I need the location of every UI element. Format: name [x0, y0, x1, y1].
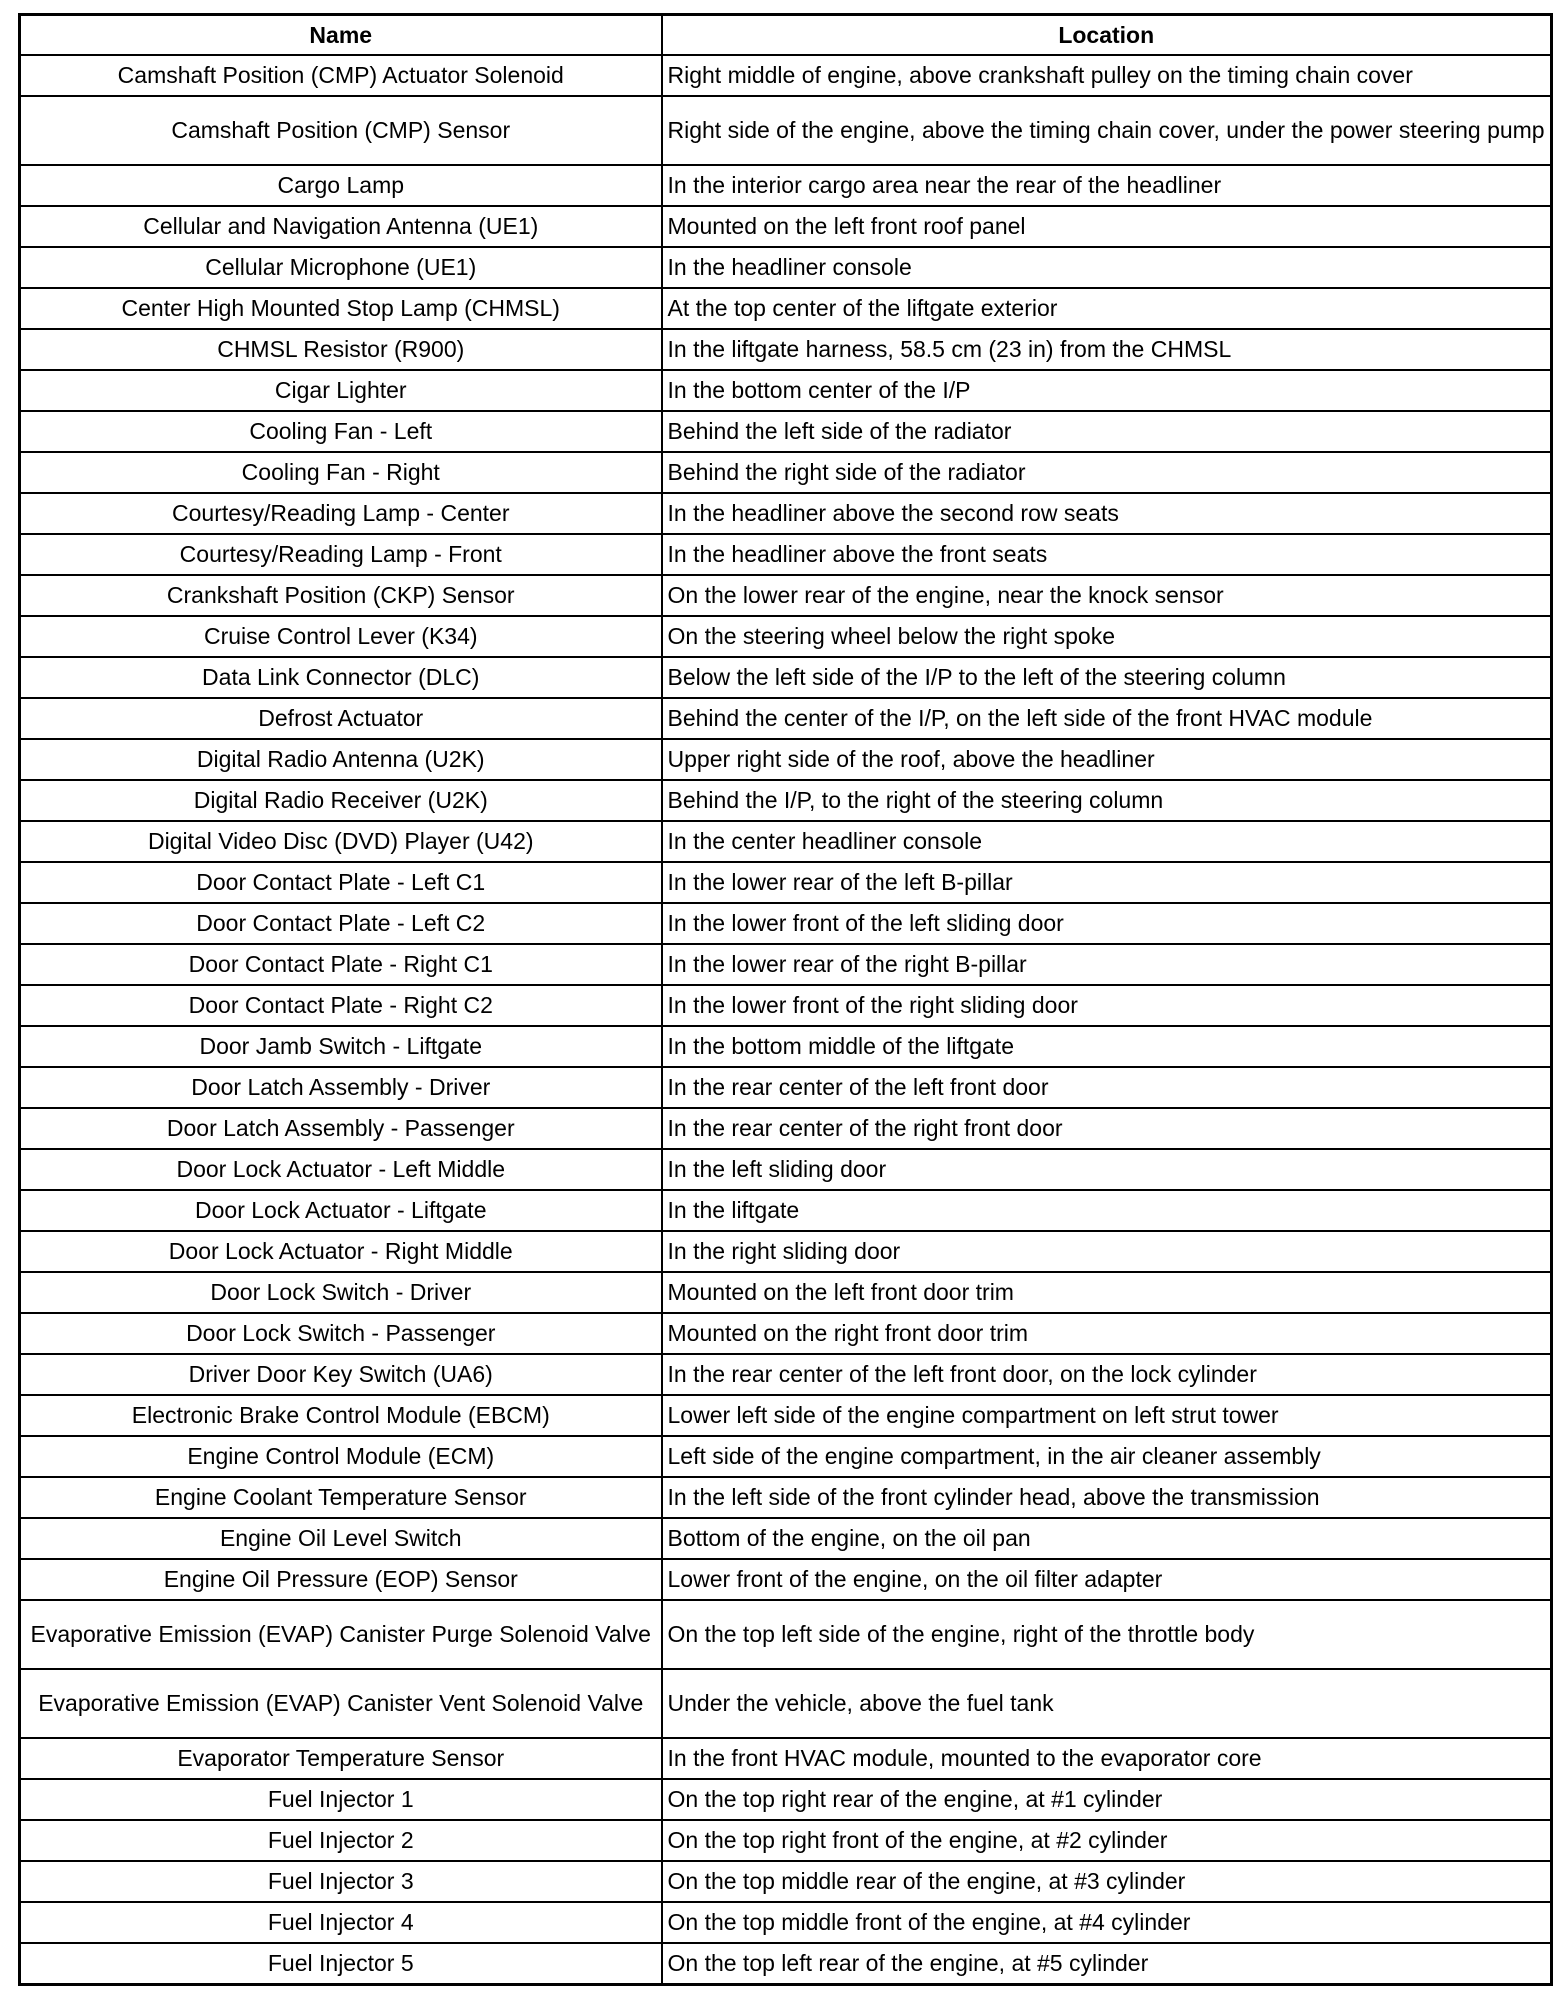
table-row [20, 534, 1552, 575]
component-location-cell: Left side of the engine compartment, in the air cleaner assembly [662, 1436, 1552, 1477]
component-name-cell: Door Latch Assembly - Passenger [20, 1108, 662, 1149]
component-location-cell: Behind the center of the I/P, on the left side of the front HVAC module [662, 698, 1552, 739]
table-row [20, 1600, 1552, 1669]
component-name-cell: Evaporator Temperature Sensor [20, 1738, 662, 1779]
component-location-cell: In the bottom middle of the liftgate [662, 1026, 1552, 1067]
table-row [20, 1190, 1552, 1231]
table-row [20, 1669, 1552, 1738]
component-name-cell: Digital Radio Receiver (U2K) [20, 780, 662, 821]
table-row [20, 96, 1552, 165]
table-row [20, 698, 1552, 739]
component-name-cell: Engine Control Module (ECM) [20, 1436, 662, 1477]
component-location-cell: In the rear center of the left front door [662, 1067, 1552, 1108]
table-row [20, 1738, 1552, 1779]
table-row [20, 616, 1552, 657]
component-name-cell: Cruise Control Lever (K34) [20, 616, 662, 657]
component-name-cell: Cigar Lighter [20, 370, 662, 411]
table-row [20, 1518, 1552, 1559]
component-location-cell: In the rear center of the left front door, on the lock cylinder [662, 1354, 1552, 1395]
table-row [20, 370, 1552, 411]
table-row [20, 452, 1552, 493]
component-location-cell: On the top middle front of the engine, at #4 cylinder [662, 1902, 1552, 1943]
component-location-cell: Under the vehicle, above the fuel tank [662, 1669, 1552, 1738]
table-row [20, 821, 1552, 862]
table-row [20, 1820, 1552, 1861]
component-location-cell: Mounted on the right front door trim [662, 1313, 1552, 1354]
component-name-cell: Fuel Injector 1 [20, 1779, 662, 1820]
component-name-cell: Cooling Fan - Left [20, 411, 662, 452]
component-location-cell: Lower left side of the engine compartment on left strut tower [662, 1395, 1552, 1436]
component-location-cell: Lower front of the engine, on the oil filter adapter [662, 1559, 1552, 1600]
component-location-cell: On the top right rear of the engine, at #1 cylinder [662, 1779, 1552, 1820]
table-row [20, 165, 1552, 206]
component-name-cell: Engine Coolant Temperature Sensor [20, 1477, 662, 1518]
component-location-cell: In the liftgate harness, 58.5 cm (23 in) from the CHMSL [662, 329, 1552, 370]
component-location-cell: In the lower rear of the left B-pillar [662, 862, 1552, 903]
component-name-cell: Door Contact Plate - Left C2 [20, 903, 662, 944]
table-row [20, 1943, 1552, 1985]
table-row [20, 1149, 1552, 1190]
table-row [20, 1354, 1552, 1395]
header-row [20, 15, 1552, 56]
component-name-cell: Door Contact Plate - Right C2 [20, 985, 662, 1026]
component-name-cell: Courtesy/Reading Lamp - Front [20, 534, 662, 575]
component-name-cell: Crankshaft Position (CKP) Sensor [20, 575, 662, 616]
table-row [20, 493, 1552, 534]
table-row [20, 575, 1552, 616]
component-name-cell: Door Lock Switch - Driver [20, 1272, 662, 1313]
table-row [20, 1559, 1552, 1600]
component-location-cell: In the headliner above the front seats [662, 534, 1552, 575]
component-name-cell: Engine Oil Level Switch [20, 1518, 662, 1559]
component-name-cell: Cooling Fan - Right [20, 452, 662, 493]
component-location-cell: Upper right side of the roof, above the headliner [662, 739, 1552, 780]
component-location-cell: In the left side of the front cylinder head, above the transmission [662, 1477, 1552, 1518]
table-row [20, 1313, 1552, 1354]
component-name-cell: Door Lock Actuator - Left Middle [20, 1149, 662, 1190]
component-location-cell: In the bottom center of the I/P [662, 370, 1552, 411]
component-location-cell: Mounted on the left front roof panel [662, 206, 1552, 247]
table-row [20, 206, 1552, 247]
column-header-location: Location [662, 15, 1552, 56]
component-location-cell: In the right sliding door [662, 1231, 1552, 1272]
component-name-cell: Courtesy/Reading Lamp - Center [20, 493, 662, 534]
component-name-cell: Electronic Brake Control Module (EBCM) [20, 1395, 662, 1436]
table-row [20, 1477, 1552, 1518]
component-location-cell: On the top left side of the engine, right of the throttle body [662, 1600, 1552, 1669]
component-name-cell: Fuel Injector 3 [20, 1861, 662, 1902]
component-name-cell: Door Lock Actuator - Liftgate [20, 1190, 662, 1231]
component-name-cell: Door Contact Plate - Left C1 [20, 862, 662, 903]
table-row [20, 739, 1552, 780]
table-body [20, 55, 1552, 1985]
component-name-cell: Cellular Microphone (UE1) [20, 247, 662, 288]
table-row [20, 1436, 1552, 1477]
table-row [20, 944, 1552, 985]
component-name-cell: Evaporative Emission (EVAP) Canister Purge Solenoid Valve [20, 1600, 662, 1669]
component-location-cell: In the front HVAC module, mounted to the evaporator core [662, 1738, 1552, 1779]
component-name-cell: Door Latch Assembly - Driver [20, 1067, 662, 1108]
table-row [20, 288, 1552, 329]
component-name-cell: Door Lock Actuator - Right Middle [20, 1231, 662, 1272]
table-row [20, 862, 1552, 903]
table-row [20, 411, 1552, 452]
table-row [20, 55, 1552, 96]
component-location-cell: Below the left side of the I/P to the left of the steering column [662, 657, 1552, 698]
component-location-cell: Mounted on the left front door trim [662, 1272, 1552, 1313]
component-name-cell: Evaporative Emission (EVAP) Canister Vent Solenoid Valve [20, 1669, 662, 1738]
table-row [20, 1779, 1552, 1820]
component-name-cell: Driver Door Key Switch (UA6) [20, 1354, 662, 1395]
component-location-cell: In the headliner console [662, 247, 1552, 288]
column-header-name: Name [20, 15, 662, 56]
component-location-cell: In the lower rear of the right B-pillar [662, 944, 1552, 985]
table-row [20, 1108, 1552, 1149]
component-location-cell: In the interior cargo area near the rear of the headliner [662, 165, 1552, 206]
component-name-cell: Cargo Lamp [20, 165, 662, 206]
component-location-cell: On the top left rear of the engine, at #5 cylinder [662, 1943, 1552, 1985]
component-name-cell: Fuel Injector 4 [20, 1902, 662, 1943]
table-row [20, 1861, 1552, 1902]
component-name-cell: Fuel Injector 5 [20, 1943, 662, 1985]
component-location-cell: At the top center of the liftgate exterior [662, 288, 1552, 329]
component-location-cell: On the steering wheel below the right spoke [662, 616, 1552, 657]
component-location-cell: On the top middle rear of the engine, at #3 cylinder [662, 1861, 1552, 1902]
table-row [20, 780, 1552, 821]
component-location-cell: Behind the I/P, to the right of the steering column [662, 780, 1552, 821]
component-name-cell: Fuel Injector 2 [20, 1820, 662, 1861]
component-name-cell: Digital Video Disc (DVD) Player (U42) [20, 821, 662, 862]
component-name-cell: Door Contact Plate - Right C1 [20, 944, 662, 985]
table-row [20, 657, 1552, 698]
component-name-cell: CHMSL Resistor (R900) [20, 329, 662, 370]
table-row [20, 903, 1552, 944]
component-name-cell: Engine Oil Pressure (EOP) Sensor [20, 1559, 662, 1600]
component-name-cell: Defrost Actuator [20, 698, 662, 739]
component-location-cell: Bottom of the engine, on the oil pan [662, 1518, 1552, 1559]
table-row [20, 247, 1552, 288]
table-row [20, 329, 1552, 370]
table-row [20, 1231, 1552, 1272]
component-name-cell: Center High Mounted Stop Lamp (CHMSL) [20, 288, 662, 329]
table-row [20, 1067, 1552, 1108]
table-row [20, 1026, 1552, 1067]
component-location-cell: In the rear center of the right front door [662, 1108, 1552, 1149]
component-location-cell: In the headliner above the second row seats [662, 493, 1552, 534]
component-location-cell: In the center headliner console [662, 821, 1552, 862]
component-location-cell: In the left sliding door [662, 1149, 1552, 1190]
table-row [20, 1902, 1552, 1943]
component-location-cell: On the lower rear of the engine, near the knock sensor [662, 575, 1552, 616]
component-name-cell: Digital Radio Antenna (U2K) [20, 739, 662, 780]
component-location-cell: In the lower front of the right sliding door [662, 985, 1552, 1026]
component-location-cell: In the liftgate [662, 1190, 1552, 1231]
table-row [20, 1395, 1552, 1436]
component-location-cell: Right side of the engine, above the timing chain cover, under the power steering pump [662, 96, 1552, 165]
component-name-cell: Data Link Connector (DLC) [20, 657, 662, 698]
component-location-cell: Behind the right side of the radiator [662, 452, 1552, 493]
component-name-cell: Door Jamb Switch - Liftgate [20, 1026, 662, 1067]
component-location-table [18, 13, 1553, 1986]
table-row [20, 985, 1552, 1026]
component-location-cell: Right middle of engine, above crankshaft pulley on the timing chain cover [662, 55, 1552, 96]
component-name-cell: Cellular and Navigation Antenna (UE1) [20, 206, 662, 247]
component-name-cell: Camshaft Position (CMP) Actuator Solenoid [20, 55, 662, 96]
component-location-cell: On the top right front of the engine, at #2 cylinder [662, 1820, 1552, 1861]
component-location-cell: In the lower front of the left sliding door [662, 903, 1552, 944]
component-name-cell: Door Lock Switch - Passenger [20, 1313, 662, 1354]
table-row [20, 1272, 1552, 1313]
component-location-cell: Behind the left side of the radiator [662, 411, 1552, 452]
component-name-cell: Camshaft Position (CMP) Sensor [20, 96, 662, 165]
